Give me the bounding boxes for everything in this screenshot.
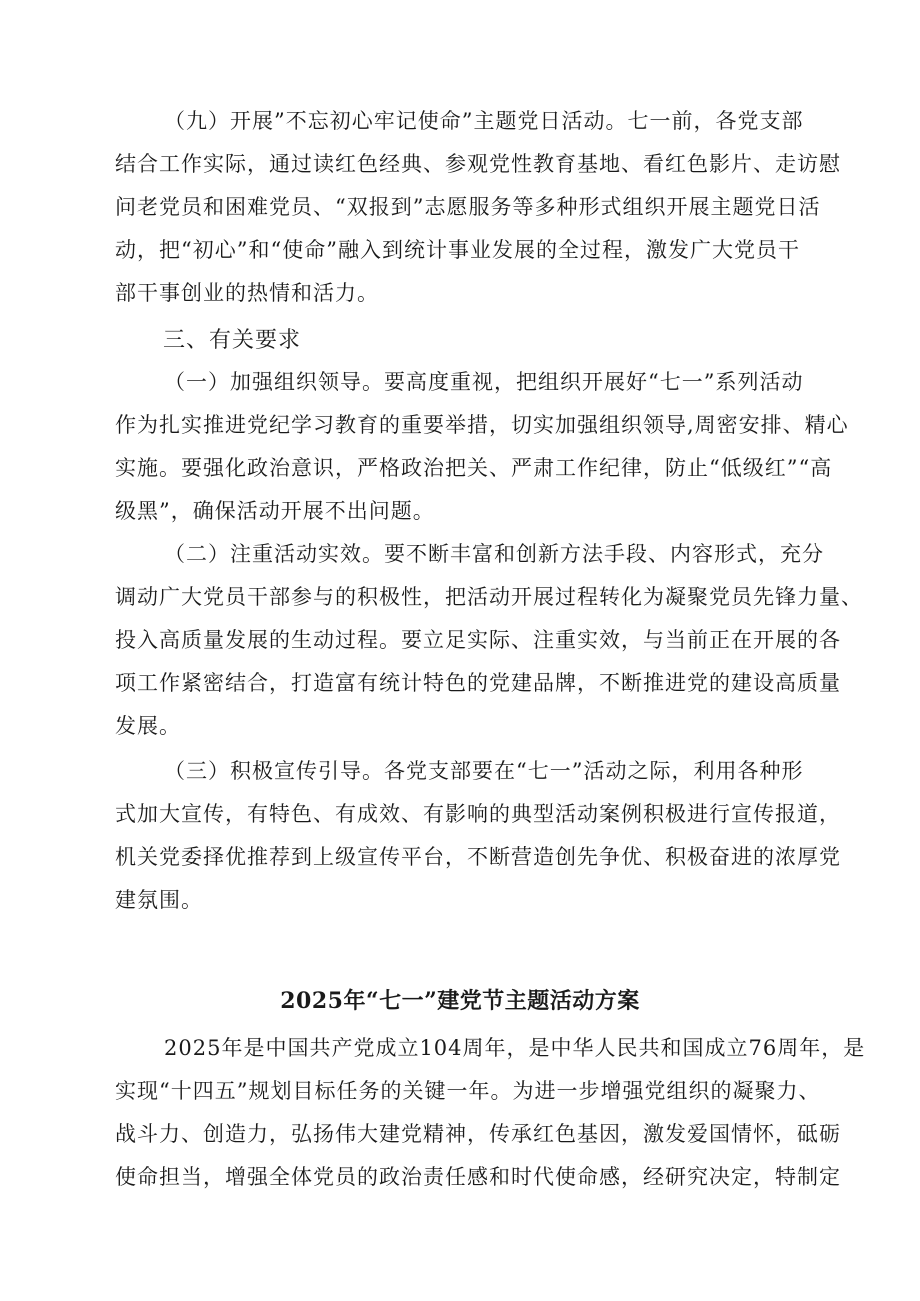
text-line: 项工作紧密结合，打造富有统计特色的党建品牌，不断推进党的建设高质量 [115,671,841,695]
document-title: 2025年“七一”建党节主题活动方案 [280,988,640,1014]
text-line: 调动广大党员干部参与的积极性，把活动开展过程转化为凝聚党员先锋力量、 [115,585,863,609]
text-line: 机关党委择优推荐到上级宣传平台，不断营造创先争优、积极奋进的浓厚党 [115,845,841,869]
text-line: 动，把“初心”和“使命”融入到统计事业发展的全过程，激发广大党员干 [115,238,800,262]
text-line: 部干事创业的热情和活力。 [115,281,379,305]
text-line: 建氛围。 [115,888,203,912]
text-line: （二）注重活动实效。要不断丰富和创新方法手段、内容形式，充分 [164,542,824,566]
text-line: 投入高质量发展的生动过程。要立足实际、注重实效，与当前正在开展的各 [115,628,841,652]
text-line: 式加大宣传，有特色、有成效、有影响的典型活动案例积极进行宣传报道， [115,802,841,826]
text-line: （三）积极宣传引导。各党支部要在“七一”活动之际，利用各种形 [164,759,804,783]
text-line: 问老党员和困难党员、“双报到”志愿服务等多种形式组织开展主题党日活 [115,195,821,219]
text-line: 战斗力、创造力，弘扬伟大建党精神，传承红色基因，激发爱国情怀，砥砺 [115,1122,841,1146]
text-line: （一）加强组织领导。要高度重视，把组织开展好“七一”系列活动 [164,370,804,394]
section-heading: 三、有关要求 [163,328,302,353]
text-line: 级黑”，确保活动开展不出问题。 [115,499,435,523]
text-line: 实施。要强化政治意识，严格政治把关、严肃工作纪律，防止“低级红”“高 [115,456,833,480]
text-line: 使命担当，增强全体党员的政治责任感和时代使命感，经研究决定，特制定 [115,1165,841,1189]
text-line: 作为扎实推进党纪学习教育的重要举措，切实加强组织领导,周密安排、精心 [115,413,849,437]
text-line: 发展。 [115,714,181,738]
text-line: 结合工作实际，通过读红色经典、参观党性教育基地、看红色影片、走访慰 [115,152,841,176]
text-line: 实现“十四五”规划目标任务的关键一年。为进一步增强党组织的凝聚力、 [115,1079,821,1103]
text-line: （九）开展”不忘初心牢记使命”主题党日活动。七一前，各党支部 [164,109,804,133]
text-line: 2025年是中国共产党成立104周年，是中华人民共和国成立76周年，是 [164,1036,866,1060]
